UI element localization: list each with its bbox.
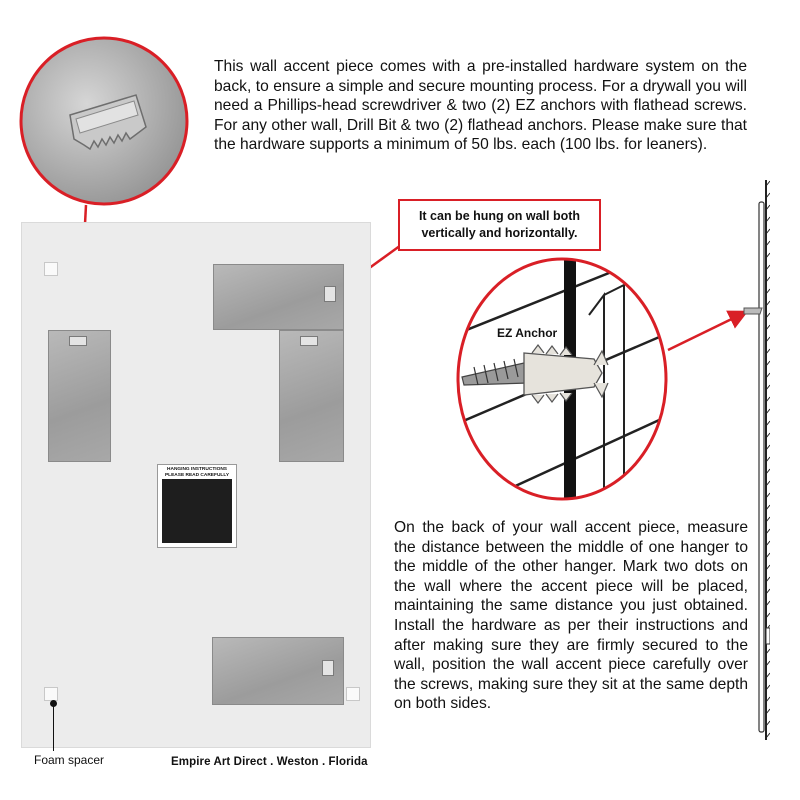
intro-paragraph: This wall accent piece comes with a pre-installed hardware system on the back, to ensure a simple and secure mounting process. For a drywall you will need a Phillips-head screwdriver & two (2) EZ anchors with flathead screws. For any other wall, Drill Bit & two (2) flathead anchors. Please make sure that the hardware supports a minimum of 50 lbs. each (100 lbs. for leaners). [214, 58, 747, 153]
sawtooth-hanger-right [300, 336, 318, 346]
foam-spacer-bottom-right [346, 687, 360, 701]
mounting-plate-left [48, 330, 111, 462]
orientation-callout: It can be hung on wall both vertically and horizontally. [398, 199, 601, 251]
hanging-instructions-label [157, 464, 237, 548]
label-title: HANGING INSTRUCTIONS PLEASE READ CAREFULLY [164, 467, 230, 478]
foam-spacer-label: Foam spacer [34, 753, 105, 767]
foam-pointer-line [53, 704, 54, 751]
mounting-instructions: On the back of your wall accent piece, measure the distance between the middle of one hanger to the middle of the other hanger. Mark two dots on the wall where the accent piece will be placed, maintaining the same distance you just obtained. Install the hardware as per their instructions and after making sure they are firmly secured to the wall, position the wall accent piece carefully over the screws, making sure they sit at the same depth on both sides. [394, 519, 748, 713]
foam-pointer-dot [50, 700, 57, 707]
ez-anchor-label: EZ Anchor [497, 326, 558, 340]
wall-screw-icon [744, 308, 762, 314]
anchor-closeup [454, 255, 670, 505]
sawtooth-hanger-bottom [322, 660, 334, 676]
sawtooth-hanger-top-right [324, 286, 336, 302]
foam-spacer-bottom-left [44, 687, 58, 701]
foam-spacer-top [44, 262, 58, 276]
sawtooth-hanger-left [69, 336, 87, 346]
company-footer: Empire Art Direct . Weston . Florida [171, 756, 368, 768]
mounting-plate-right [279, 330, 344, 462]
hanger-closeup [18, 35, 190, 207]
accent-piece-profile [759, 202, 764, 732]
